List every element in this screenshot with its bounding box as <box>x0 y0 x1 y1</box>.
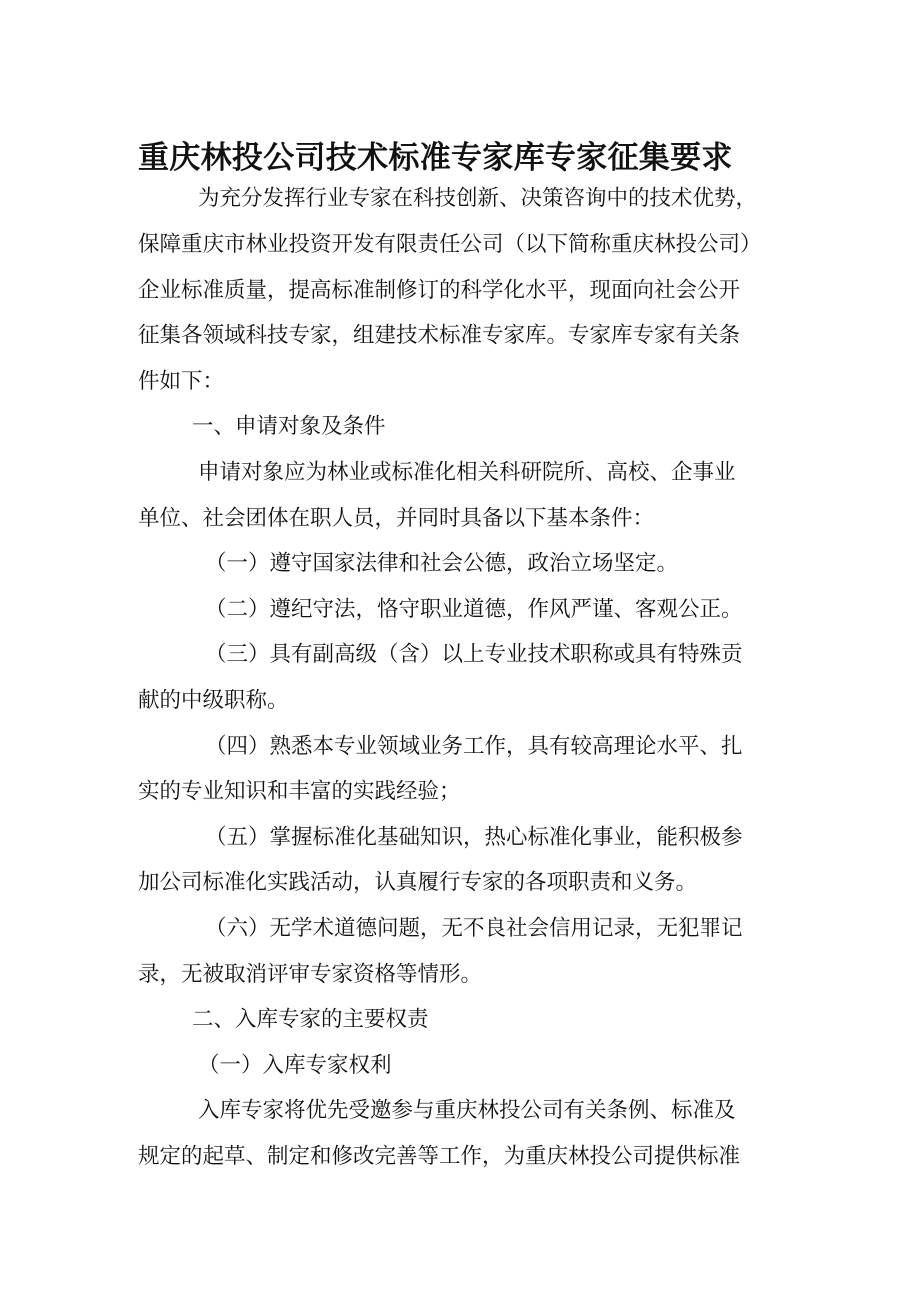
paragraph-line: 保障重庆市林业投资开发有限责任公司（以下简称重庆林投公司） <box>138 232 762 257</box>
list-item-continuation: 献的中级职称。 <box>138 688 289 713</box>
list-item: （五）掌握标准化基础知识，热心标准化事业，能积极参 <box>205 825 743 850</box>
section-heading: 二、入库专家的主要权责 <box>192 1007 429 1032</box>
paragraph-line: 征集各领域科技专家，组建技术标准专家库。专家库专家有关条 <box>138 323 741 348</box>
list-item: （四）熟悉本专业领域业务工作，具有较高理论水平、扎 <box>205 734 743 759</box>
list-item-continuation: 加公司标准化实践活动，认真履行专家的各项职责和义务。 <box>138 870 698 895</box>
section-heading: 一、申请对象及条件 <box>192 414 386 439</box>
paragraph-line: 入库专家将优先受邀参与重庆林投公司有关条例、标准及 <box>198 1098 736 1123</box>
list-item-continuation: 录，无被取消评审专家资格等情形。 <box>138 962 483 987</box>
subsection-heading: （一）入库专家权利 <box>198 1053 392 1078</box>
list-item-continuation: 实的专业知识和丰富的实践经验； <box>138 779 461 804</box>
list-item: （一）遵守国家法律和社会公德，政治立场坚定。 <box>205 551 679 576</box>
paragraph-line: 为充分发挥行业专家在科技创新、决策咨询中的技术优势， <box>198 186 758 211</box>
paragraph-line: 件如下： <box>138 369 225 394</box>
paragraph-line: 企业标准质量，提高标准制修订的科学化水平，现面向社会公开 <box>138 278 741 303</box>
paragraph-line: 单位、社会团体在职人员，并同时具备以下基本条件： <box>138 506 655 531</box>
paragraph-line: 申请对象应为林业或标准化相关科研院所、高校、企事业 <box>198 460 736 485</box>
list-item: （二）遵纪守法，恪守职业道德，作风严谨、客观公正。 <box>205 597 743 622</box>
paragraph-line: 规定的起草、制定和修改完善等工作，为重庆林投公司提供标准 <box>138 1144 741 1169</box>
document-title: 重庆林投公司技术标准专家库专家征集要求 <box>138 140 733 176</box>
list-item: （六）无学术道德问题，无不良社会信用记录，无犯罪记 <box>205 916 743 941</box>
list-item: （三）具有副高级（含）以上专业技术职称或具有特殊贡 <box>205 642 743 667</box>
